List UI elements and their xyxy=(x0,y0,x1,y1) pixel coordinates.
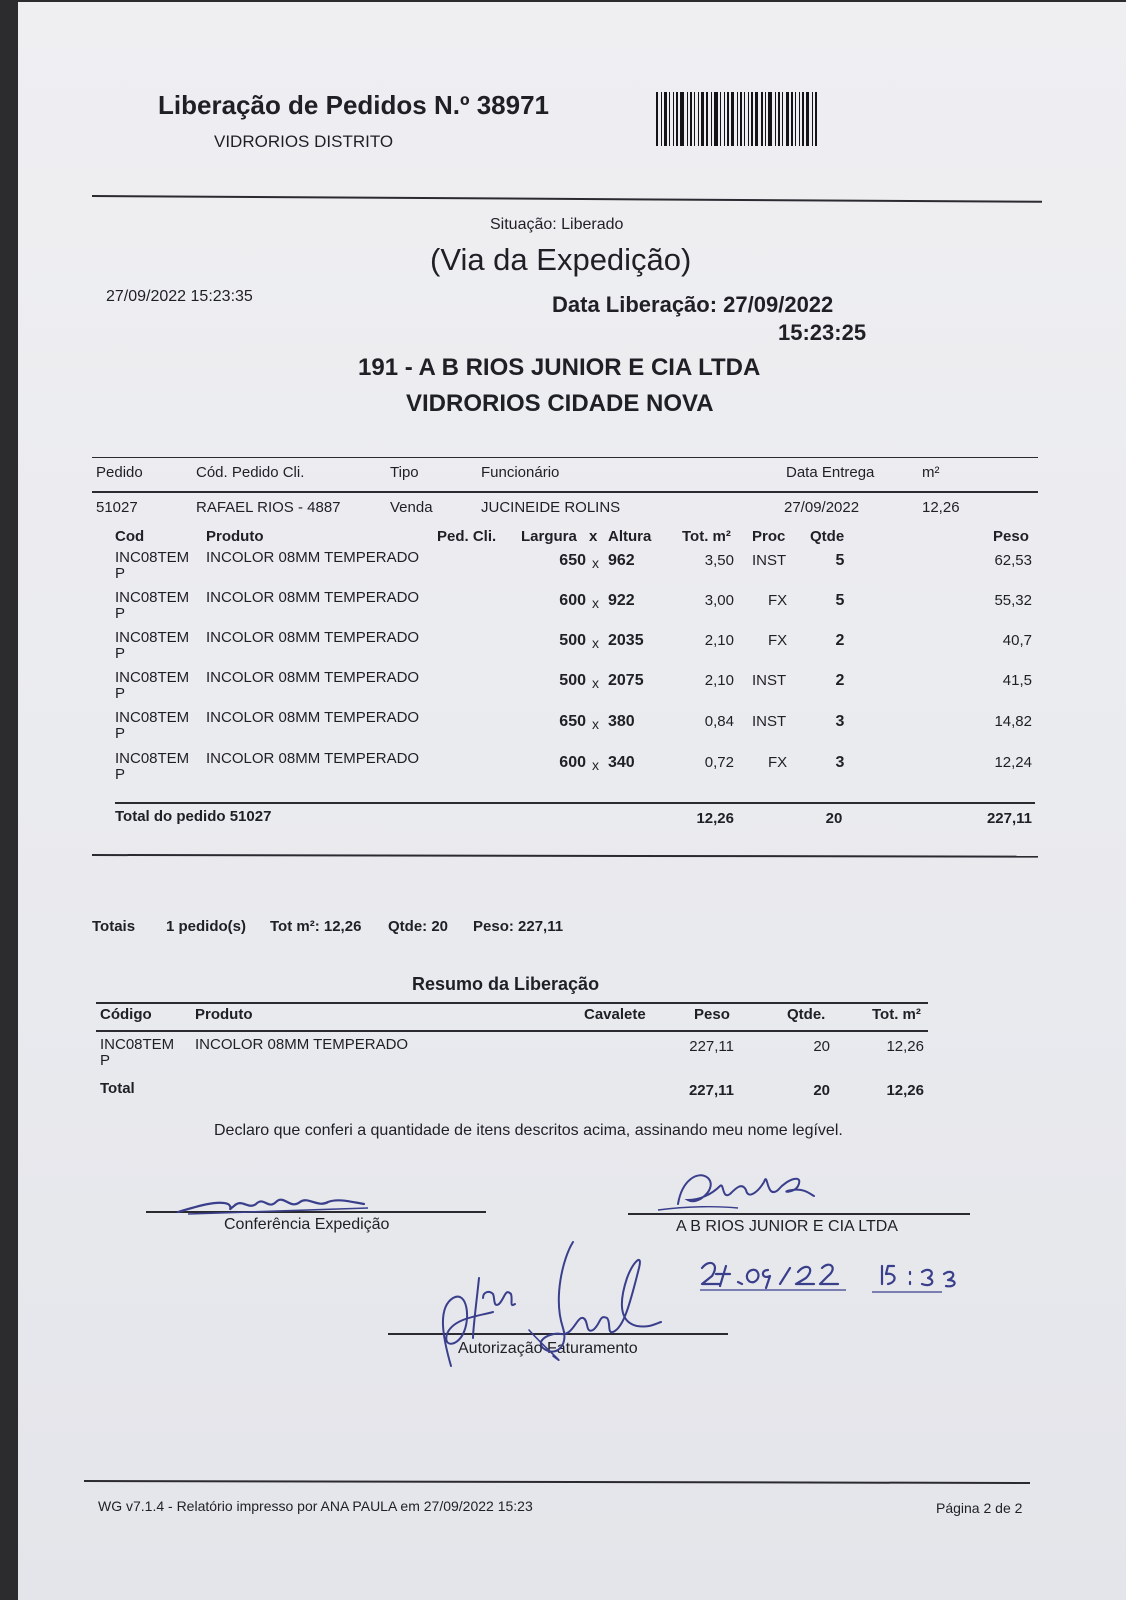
summary-total-peso: 227,11 xyxy=(688,1082,734,1099)
totals-qtde: Qtde: 20 xyxy=(388,918,449,935)
item-x: x xyxy=(592,635,599,651)
summary-title: Resumo da Liberação xyxy=(412,974,600,994)
totals-peso: Peso: 227,11 xyxy=(473,918,564,935)
handwritten-signature-cliente xyxy=(648,1160,828,1220)
item-peso: 40,7 xyxy=(1002,632,1032,649)
header-divider xyxy=(92,195,1042,203)
item-altura: 2075 xyxy=(608,672,644,689)
item-peso: 12,24 xyxy=(994,754,1032,771)
summary-codigo: INC08TEM xyxy=(100,1036,175,1053)
order-total-label: Total do pedido 51027 xyxy=(115,808,272,825)
footer-print-info: WG v7.1.4 - Relatório impresso por ANA PAULA em 27/09/2022 15:23 xyxy=(98,1498,533,1514)
totals-m2: Tot m²: 12,26 xyxy=(270,918,362,935)
declaration-text: Declaro que conferi a quantidade de itens descritos acima, assinando meu nome legível. xyxy=(214,1122,843,1139)
totals-label: Totais xyxy=(92,918,136,935)
item-peso: 62,53 xyxy=(994,552,1032,569)
col-funcionario: Funcionário xyxy=(481,464,560,481)
col-pedido: Pedido xyxy=(96,464,143,481)
item-produto: INCOLOR 08MM TEMPERADO xyxy=(206,709,420,726)
release-date: Data Liberação: 27/09/2022 xyxy=(552,292,834,317)
items-col-produto: Produto xyxy=(206,528,264,545)
handwritten-date xyxy=(696,1254,976,1300)
status-text: Situação: Liberado xyxy=(490,216,624,233)
signature-label-autorizacao: Autorização Faturamento xyxy=(458,1340,638,1357)
order-cod-pedido-cli: RAFAEL RIOS - 4887 xyxy=(196,499,341,516)
items-col-tot-m2: Tot. m² xyxy=(682,528,731,545)
signature-label-conferencia: Conferência Expedição xyxy=(224,1216,390,1233)
summary-tot-m2: 12,26 xyxy=(886,1038,924,1055)
summary-header-rule xyxy=(96,1030,928,1032)
items-col-qtde: Qtde xyxy=(810,528,845,545)
item-altura: 2035 xyxy=(608,632,644,649)
summary-produto: INCOLOR 08MM TEMPERADO xyxy=(195,1036,409,1053)
order-table-header-rule xyxy=(92,491,1038,493)
item-cod: INC08TEM xyxy=(115,669,190,686)
client-name: 191 - A B RIOS JUNIOR E CIA LTDA xyxy=(358,354,761,381)
summary-peso: 227,11 xyxy=(689,1038,734,1055)
item-x: x xyxy=(592,675,599,691)
item-altura: 340 xyxy=(608,754,635,771)
item-largura: 650 xyxy=(559,713,586,730)
order-total-peso: 227,11 xyxy=(986,810,1032,827)
item-produto: INCOLOR 08MM TEMPERADO xyxy=(206,629,420,646)
handwritten-signature-autorizacao xyxy=(423,1238,683,1378)
summary-top-rule xyxy=(96,1002,928,1004)
item-tot-m2: 3,00 xyxy=(704,592,734,609)
summary-codigo-suffix: P xyxy=(100,1052,111,1069)
item-qtde: 5 xyxy=(835,592,845,609)
document-title: Liberação de Pedidos N.º 38971 xyxy=(158,90,549,120)
item-largura: 650 xyxy=(559,552,586,569)
summary-total-label: Total xyxy=(100,1080,135,1097)
item-altura: 962 xyxy=(608,552,635,569)
summary-col-qtde: Qtde. xyxy=(787,1006,826,1023)
item-x: x xyxy=(592,595,599,611)
item-cod: INC08TEM xyxy=(115,549,190,566)
item-proc: FX xyxy=(768,754,788,771)
item-tot-m2: 0,84 xyxy=(704,713,734,730)
item-proc: INST xyxy=(752,713,787,730)
item-produto: INCOLOR 08MM TEMPERADO xyxy=(206,549,420,566)
item-x: x xyxy=(592,555,599,571)
items-col-ped-cli: Ped. Cli. xyxy=(437,528,497,545)
item-proc: FX xyxy=(768,632,788,649)
items-col-proc: Proc xyxy=(752,528,786,545)
summary-qtde: 20 xyxy=(813,1038,830,1055)
handwritten-signature-conferencia xyxy=(168,1182,388,1222)
item-cod-suffix: P xyxy=(115,645,126,662)
item-proc: INST xyxy=(752,552,787,569)
section-divider xyxy=(92,854,1038,858)
item-produto: INCOLOR 08MM TEMPERADO xyxy=(206,669,420,686)
item-tot-m2: 3,50 xyxy=(704,552,734,569)
summary-total-tot-m2: 12,26 xyxy=(886,1082,924,1099)
item-proc: FX xyxy=(768,592,788,609)
item-tot-m2: 2,10 xyxy=(704,632,734,649)
item-peso: 14,82 xyxy=(994,713,1032,730)
item-peso: 41,5 xyxy=(1002,672,1032,689)
item-cod: INC08TEM xyxy=(115,709,190,726)
item-qtde: 3 xyxy=(835,713,845,730)
summary-total-qtde: 20 xyxy=(813,1082,830,1099)
items-col-x: x xyxy=(589,528,598,545)
col-data-entrega: Data Entrega xyxy=(786,464,875,481)
items-total-rule xyxy=(115,802,1035,804)
order-table-top-rule xyxy=(92,457,1038,458)
item-qtde: 2 xyxy=(835,632,845,649)
items-col-largura: Largura xyxy=(521,528,577,545)
summary-col-codigo: Código xyxy=(100,1006,152,1023)
item-largura: 500 xyxy=(559,632,586,649)
order-data-entrega: 27/09/2022 xyxy=(784,499,860,516)
order-m2: 12,26 xyxy=(922,499,960,516)
order-total-qtde: 20 xyxy=(825,810,843,827)
item-largura: 600 xyxy=(559,754,586,771)
summary-col-peso: Peso xyxy=(694,1006,730,1023)
item-x: x xyxy=(592,716,599,732)
items-col-peso: Peso xyxy=(993,528,1029,545)
client-store: VIDRORIOS CIDADE NOVA xyxy=(406,390,714,417)
summary-col-tot-m2: Tot. m² xyxy=(872,1006,921,1023)
order-total-m2: 12,26 xyxy=(696,810,734,827)
item-cod: INC08TEM xyxy=(115,629,190,646)
page-number: Página 2 de 2 xyxy=(936,1500,1023,1516)
copy-type: (Via da Expedição) xyxy=(430,242,692,277)
item-produto: INCOLOR 08MM TEMPERADO xyxy=(206,589,420,606)
item-largura: 600 xyxy=(559,592,586,609)
item-qtde: 3 xyxy=(835,754,845,771)
item-cod-suffix: P xyxy=(115,725,126,742)
items-col-cod: Cod xyxy=(115,528,145,545)
item-produto: INCOLOR 08MM TEMPERADO xyxy=(206,750,420,767)
item-qtde: 2 xyxy=(835,672,845,689)
item-peso: 55,32 xyxy=(994,592,1032,609)
item-cod: INC08TEM xyxy=(115,750,190,767)
item-cod-suffix: P xyxy=(115,565,126,582)
summary-col-cavalete: Cavalete xyxy=(584,1006,646,1023)
barcode xyxy=(656,92,828,146)
col-tipo: Tipo xyxy=(390,464,419,481)
item-x: x xyxy=(592,757,599,773)
item-qtde: 5 xyxy=(835,552,845,569)
item-proc: INST xyxy=(752,672,787,689)
order-pedido: 51027 xyxy=(96,499,138,516)
item-largura: 500 xyxy=(559,672,586,689)
col-cod-pedido-cli: Cód. Pedido Cli. xyxy=(196,464,305,481)
item-cod-suffix: P xyxy=(115,605,126,622)
item-altura: 380 xyxy=(608,713,635,730)
item-tot-m2: 0,72 xyxy=(704,754,734,771)
item-cod-suffix: P xyxy=(115,766,126,783)
issuer-company: VIDRORIOS DISTRITO xyxy=(214,132,394,151)
print-datetime: 27/09/2022 15:23:35 xyxy=(106,288,253,305)
order-funcionario: JUCINEIDE ROLINS xyxy=(481,499,621,516)
summary-col-produto: Produto xyxy=(195,1006,253,1023)
release-time: 15:23:25 xyxy=(778,320,867,345)
item-cod-suffix: P xyxy=(115,685,126,702)
item-altura: 922 xyxy=(608,592,635,609)
signature-label-cliente: A B RIOS JUNIOR E CIA LTDA xyxy=(676,1218,898,1235)
item-cod: INC08TEM xyxy=(115,589,190,606)
document-page xyxy=(18,2,1126,1600)
order-tipo: Venda xyxy=(390,499,433,516)
item-tot-m2: 2,10 xyxy=(704,672,734,689)
totals-pedidos: 1 pedido(s) xyxy=(166,918,247,935)
items-col-altura: Altura xyxy=(608,528,652,545)
col-m2: m² xyxy=(922,464,940,481)
footer-rule xyxy=(84,1480,1030,1484)
